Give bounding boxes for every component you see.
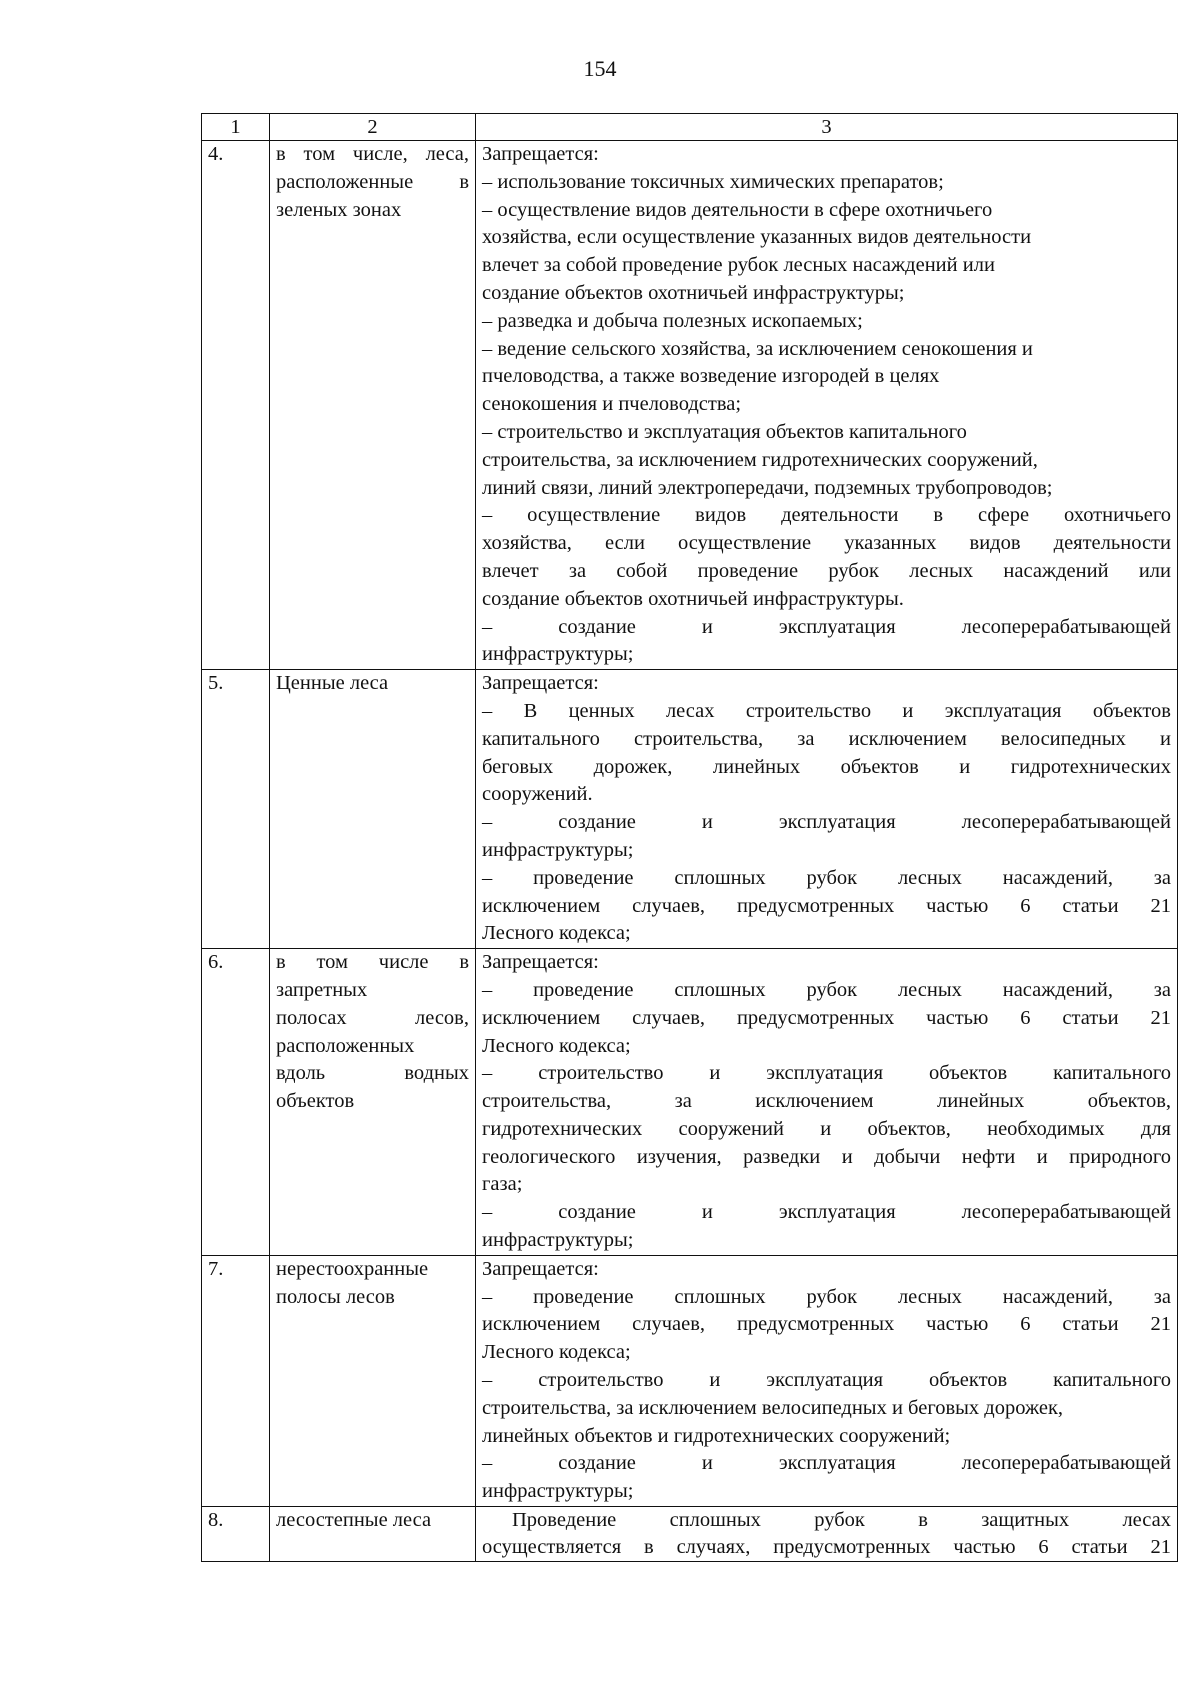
restrictions-text (476, 670, 1178, 949)
text-line: – проведение сплошных рубок лесных насаждений, за (482, 978, 1171, 1001)
category-line: полосах лесов, (276, 1006, 469, 1029)
row-number: 7. (202, 1255, 270, 1506)
text-line: – осуществление видов деятельности в сфере охотничьего (482, 504, 1171, 527)
text-line: беговых дорожек, линейных объектов и гидротехнических (482, 755, 1171, 778)
text-line: Запрещается: (482, 1257, 599, 1280)
text-line: осуществляется в случаях, предусмотренных частью 6 статьи 21 (482, 1536, 1171, 1559)
text-line: инфраструктуры; (482, 1480, 634, 1503)
text-line: создание объектов охотничьей инфраструктуры; (482, 281, 905, 304)
text-line: – создание и эксплуатация лесоперерабатывающей (482, 811, 1171, 834)
category-line: расположенных (276, 1034, 415, 1057)
restrictions-text (476, 141, 1178, 670)
text-line: строительства, за исключением линейных объектов, (482, 1090, 1171, 1113)
text-line: исключением случаев, предусмотренных частью 6 статьи 21 (482, 1313, 1171, 1336)
restrictions-text (476, 1255, 1178, 1506)
category-line: запретных (276, 978, 368, 1001)
table-row (202, 670, 1178, 949)
text-line: сенокошения и пчеловодства; (482, 393, 742, 416)
column-header-3: 3 (476, 114, 1178, 141)
forest-category (270, 670, 476, 949)
text-line: – разведка и добыча полезных ископаемых; (482, 309, 863, 332)
row-number: 8. (202, 1507, 270, 1562)
category-line: в том числе в (276, 951, 469, 974)
text-line: хозяйства, если осуществление указанных видов деятельности (482, 532, 1171, 555)
text-line: исключением случаев, предусмотренных частью 6 статьи 21 (482, 894, 1171, 917)
text-line: – создание и эксплуатация лесоперерабатывающей (482, 615, 1171, 638)
table-row (202, 141, 1178, 670)
restrictions-text (476, 949, 1178, 1256)
category-line: объектов (276, 1090, 355, 1113)
text-line: влечет за собой проведение рубок лесных насаждений или (482, 559, 1171, 582)
forest-category (270, 1507, 476, 1562)
category-line: полосы лесов (276, 1285, 395, 1308)
text-line: создание объектов охотничьей инфраструктуры. (482, 587, 904, 610)
text-line: Лесного кодекса; (482, 1341, 631, 1364)
text-line: – использование токсичных химических препаратов; (482, 170, 944, 193)
text-line: – строительство и эксплуатация объектов капитального (482, 420, 967, 443)
table-row (202, 949, 1178, 1256)
row-number: 5. (202, 670, 270, 949)
text-line: – строительство и эксплуатация объектов капитального (482, 1062, 1171, 1085)
text-line: Запрещается: (482, 143, 599, 165)
text-line: исключением случаев, предусмотренных частью 6 статьи 21 (482, 1006, 1171, 1029)
text-line: инфраструктуры; (482, 1229, 634, 1252)
forest-category (270, 949, 476, 1256)
forest-category (270, 1255, 476, 1506)
text-line: Лесного кодекса; (482, 1034, 631, 1057)
page-number: 154 (583, 56, 617, 81)
text-line: – проведение сплошных рубок лесных насаждений, за (482, 1285, 1171, 1308)
column-header-1: 1 (202, 114, 270, 141)
text-line: инфраструктуры; (482, 643, 634, 666)
text-line: хозяйства, если осуществление указанных видов деятельности (482, 226, 1032, 249)
text-line: сооружений. (482, 783, 593, 806)
table-row (202, 1255, 1178, 1506)
category-line: в том числе, леса, (276, 143, 469, 165)
text-line: геологического изучения, разведки и добычи нефти и природного (482, 1145, 1171, 1168)
table-header-row (202, 114, 1178, 141)
regulations-table (201, 113, 1178, 1562)
row-number: 4. (202, 141, 270, 670)
category-line: расположенные в (276, 170, 469, 193)
text-line: инфраструктуры; (482, 838, 634, 861)
text-line: гидротехнических сооружений и объектов, необходимых для (482, 1117, 1171, 1140)
table-row (202, 1507, 1178, 1562)
category-line: зеленых зонах (276, 198, 402, 221)
text-line: – ведение сельского хозяйства, за исключением сенокошения и (482, 337, 1033, 360)
text-line: строительства, за исключением велосипедных и беговых дорожек, (482, 1396, 1064, 1419)
text-line: капитального строительства, за исключением велосипедных и (482, 727, 1171, 750)
text-line: – В ценных лесах строительство и эксплуатация объектов (482, 699, 1171, 722)
text-line: Проведение сплошных рубок в защитных лесах (512, 1509, 1171, 1532)
text-line: строительства, за исключением гидротехнических сооружений, (482, 448, 1038, 471)
category-line: лесостепные леса (276, 1509, 432, 1532)
category-line: вдоль водных (276, 1062, 469, 1085)
text-line: линейных объектов и гидротехнических сооружений; (482, 1424, 951, 1447)
category-line: нерестоохранные (276, 1257, 429, 1280)
text-line: Лесного кодекса; (482, 922, 631, 945)
text-line: – строительство и эксплуатация объектов капитального (482, 1369, 1171, 1392)
text-line: – осуществление видов деятельности в сфере охотничьего (482, 198, 993, 221)
text-line: пчеловодства, а также возведение изгородей в целях (482, 365, 940, 388)
text-line: – создание и эксплуатация лесоперерабатывающей (482, 1452, 1171, 1475)
restrictions-text (476, 1507, 1178, 1562)
text-line: влечет за собой проведение рубок лесных насаждений или (482, 254, 995, 277)
text-line: газа; (482, 1173, 523, 1196)
text-line: линий связи, линий электропередачи, подземных трубопроводов; (482, 476, 1053, 499)
text-line: Запрещается: (482, 672, 599, 695)
category-line: Ценные леса (276, 672, 389, 695)
text-line: – проведение сплошных рубок лесных насаждений, за (482, 866, 1171, 889)
text-line: Запрещается: (482, 951, 599, 974)
column-header-2: 2 (270, 114, 476, 141)
forest-category (270, 141, 476, 670)
text-line: – создание и эксплуатация лесоперерабатывающей (482, 1201, 1171, 1224)
row-number: 6. (202, 949, 270, 1256)
